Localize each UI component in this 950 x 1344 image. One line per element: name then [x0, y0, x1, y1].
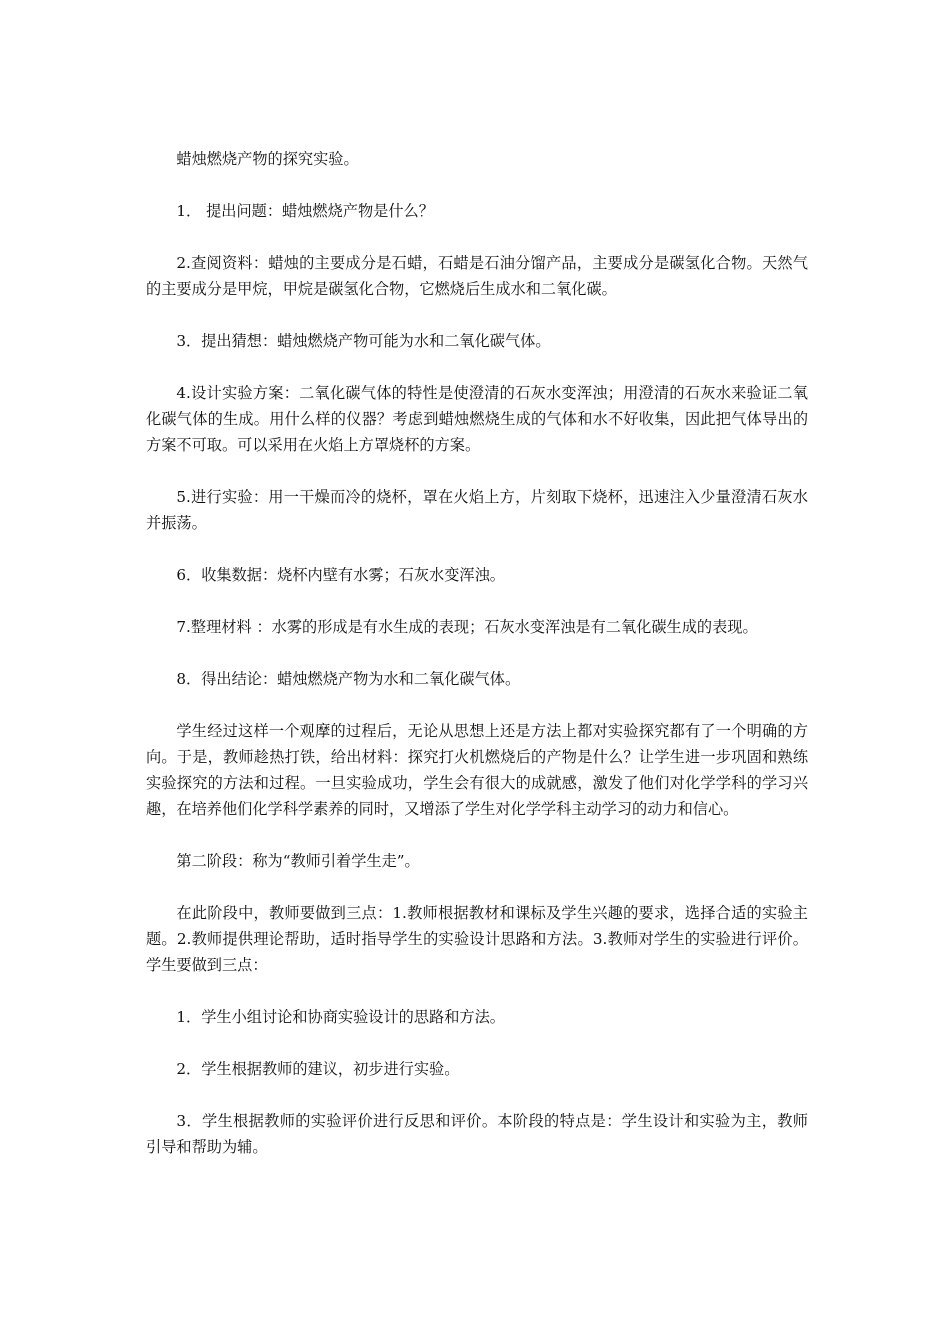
paragraph-step-7: 7.整理材料 ：水雾的形成是有水生成的表现；石灰水变浑浊是有二氧化碳生成的表现。	[176, 618, 758, 636]
document-body	[146, 146, 808, 1186]
paragraph-stage-two-heading: 第二阶段：称为“教师引着学生走”。	[176, 852, 420, 870]
paragraph-reflection: 学生经过这样一个观摩的过程后，无论从思想上还是方法上都对实验探究都有了一个明确的方向。于是，教师趁热打铁，给出材料：探究打火机燃烧后的产物是什么？让学生进一步巩固和熟练实验探究的方法和过程。一旦实验成功，学生会有很大的成就感，激发了他们对化学学科的学习兴趣，在培养他们化学科学素养的同时，又增添了学生对化学学科主动学习的动力和信心。	[146, 722, 808, 818]
paragraph-step-6: 6．收集数据：烧杯内壁有水雾；石灰水变浑浊。	[176, 566, 505, 584]
paragraph-step-5: 5.进行实验：用一干燥而冷的烧杯，罩在火焰上方，片刻取下烧杯，迅速注入少量澄清石灰水并振荡。	[146, 488, 808, 532]
paragraph-student-point-3: 3．学生根据教师的实验评价进行反思和评价。本阶段的特点是：学生设计和实验为主，教师引导和帮助为辅。	[146, 1112, 808, 1156]
paragraph-student-point-2: 2．学生根据教师的建议，初步进行实验。	[176, 1060, 460, 1078]
paragraph-step-8: 8．得出结论：蜡烛燃烧产物为水和二氧化碳气体。	[176, 670, 521, 688]
paragraph-student-point-1: 1．学生小组讨论和协商实验设计的思路和方法。	[176, 1008, 505, 1026]
paragraph-stage-two-teacher: 在此阶段中，教师要做到三点：1.教师根据教材和课标及学生兴趣的要求，选择合适的实验主题。2.教师提供理论帮助，适时指导学生的实验设计思路和方法。3.教师对学生的实验进行评价。学生要做到三点：	[146, 904, 808, 974]
paragraph-step-1: 1． 提出问题：蜡烛燃烧产物是什么？	[176, 202, 434, 220]
paragraph-step-2: 2.查阅资料：蜡烛的主要成分是石蜡，石蜡是石油分馏产品，主要成分是碳氢化合物。天然气的主要成分是甲烷，甲烷是碳氢化合物，它燃烧后生成水和二氧化碳。	[146, 254, 808, 298]
paragraph-title: 蜡烛燃烧产物的探究实验。	[176, 150, 359, 168]
paragraph-step-3: 3．提出猜想：蜡烛燃烧产物可能为水和二氧化碳气体。	[176, 332, 551, 350]
paragraph-step-4: 4.设计实验方案：二氧化碳气体的特性是使澄清的石灰水变浑浊；用澄清的石灰水来验证二氧化碳气体的生成。用什么样的仪器？考虑到蜡烛燃烧生成的气体和水不好收集，因此把气体导出的方案不可取。可以采用在火焰上方罩烧杯的方案。	[146, 384, 808, 454]
